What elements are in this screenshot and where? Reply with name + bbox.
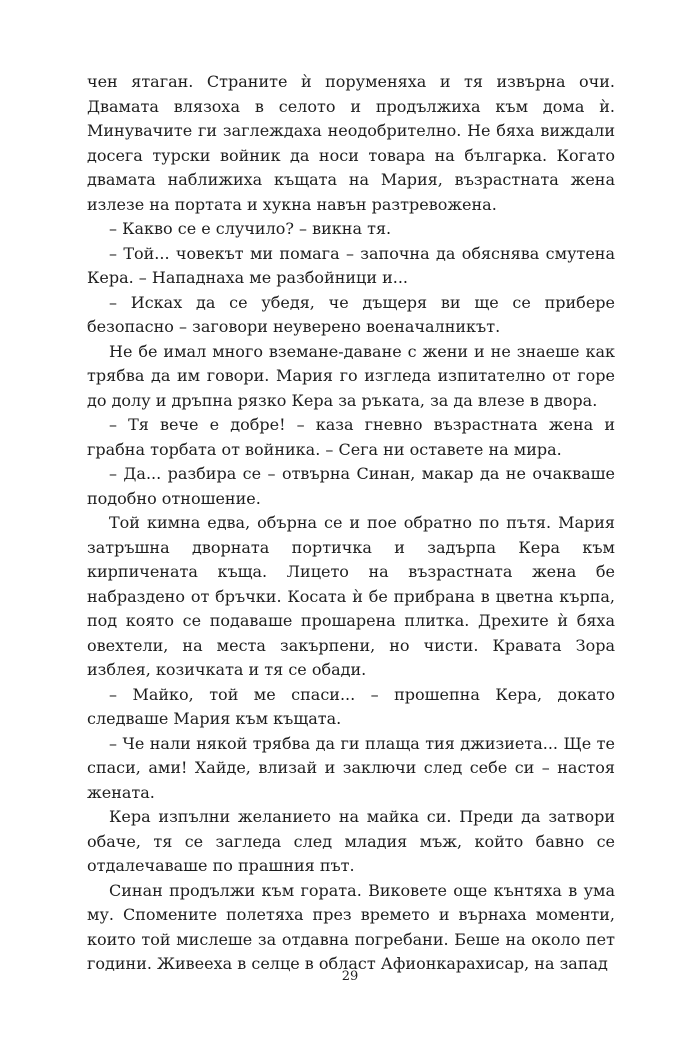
body-text	[87, 70, 615, 977]
paragraph: – Той... човекът ми помага – започна да обяснява смутена Кера. – Нападнаха ме разбойници и...	[87, 243, 615, 287]
paragraph: – Исках да се убедя, че дъщеря ви ще се прибере безопасно – заговори неуверено военачалникът.	[87, 292, 615, 336]
paragraph: Не бе имал много вземане-даване с жени и не знаеше как трябва да им говори. Мария го изгледа изпитателно от горе до долу и дръпна рязко Кера за ръката, за да влезе в двора.	[87, 341, 615, 410]
paragraph: – Да... разбира се – отвърна Синан, макар да не очакваше подобно отношение.	[87, 464, 615, 508]
paragraph: Кера изпълни желанието на майка си. Преди да затвори обаче, тя се загледа след младия мъж, който бавно се отдалечаваше по прашния път.	[87, 807, 615, 875]
paragraph: Той кимна едва, обърна се и пое обратно по пътя. Мария затръшна дворната портичка и задърпа Кера към кирпичената къща. Лицето на възрастната жена бе набраздено от бръчки. Косата ѝ бе прибрана в цветна кърпа, под която се подаваше прошарена плитка. Дрехите ѝ бяха овехтели, на места закърпени, но чисти. Кравата Зора изблея, козичката и тя се обади.	[87, 513, 615, 679]
page-number: 29	[341, 969, 359, 984]
paragraph: – Какво се е случило? – викна тя.	[109, 219, 392, 238]
paragraph: – Тя вече е добре! – каза гневно възрастната жена и грабна торбата от войника. – Сега ни оставете на мира.	[87, 415, 615, 459]
paragraph: Синан продължи към гората. Виковете още кънтяха в ума му. Спомените полетяха през времето и върнаха моменти, които той мислеше за отдавна погребани. Беше на около пет години. Живееха в селце в област Афионкарахисар, на запад	[87, 880, 615, 973]
paragraph: – Че нали някой трябва да ги плаща тия джизиета... Ще те спаси, ами! Хайде, влизай и заключи след себе си – настоя жената.	[87, 733, 615, 802]
paragraph: – Майко, той ме спаси... – прошепна Кера, докато следваше Мария към къщата.	[87, 684, 615, 728]
paragraph: чен ятаган. Страните ѝ поруменяха и тя извърна очи. Двамата влязоха в селото и продължиха към дома ѝ. Минувачите ги заглеждаха неодобрително. Не бяха виждали досега турски войник да носи товара на българка. Когато двамата наближиха къщата на Мария, възрастната жена излезе на портата и хукна навън разтревожена.	[87, 72, 615, 214]
